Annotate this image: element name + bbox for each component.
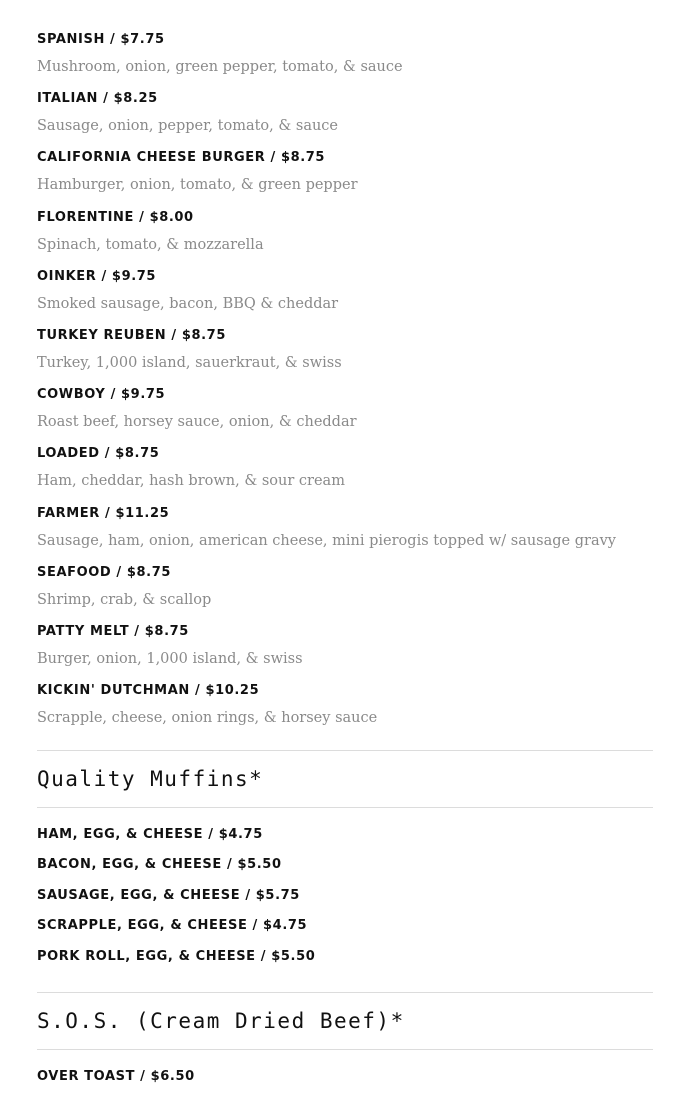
- item-title: SCRAPPLE, EGG, & CHEESE / $4.75: [37, 918, 308, 934]
- item-description: Ham, cheddar, hash brown, & sour cream: [37, 473, 345, 490]
- item-title: PORK ROLL, EGG, & CHEESE / $5.50: [37, 948, 316, 964]
- item-description: Hamburger, onion, tomato, & green pepper: [37, 177, 358, 194]
- list-item: [37, 387, 653, 446]
- item-title: HAM, EGG, & CHEESE / $4.75: [37, 827, 263, 842]
- item-title: OINKER / $9.75: [37, 268, 157, 284]
- item-title: PATTY MELT / $8.75: [37, 623, 189, 639]
- item-title: CALIFORNIA CHEESE BURGER / $8.75: [37, 150, 326, 166]
- list-item: [37, 888, 653, 918]
- item-description: Scrapple, cheese, onion rings, & horsey sauce: [37, 710, 378, 727]
- list-item: [37, 0, 653, 32]
- item-title: LOADED / $8.75: [37, 446, 160, 462]
- item-description: Mushroom, onion, green pepper, tomato, & sauce: [37, 59, 403, 75]
- item-description: Sausage, onion, pepper, tomato, & sauce: [37, 118, 339, 135]
- list-item: [37, 565, 653, 624]
- list-item: [37, 506, 653, 565]
- list-item: [37, 446, 653, 505]
- list-item: [37, 328, 653, 387]
- item-title: OVER TOAST / $6.50: [37, 1069, 195, 1084]
- item-title: TURKEY REUBEN / $8.75: [37, 327, 226, 343]
- burger-list: [37, 0, 653, 742]
- list-item: [37, 624, 653, 683]
- list-item: [37, 918, 653, 948]
- item-description: Turkey, 1,000 island, sauerkraut, & swiss: [37, 354, 342, 371]
- list-item: [37, 857, 653, 887]
- item-title: FLORENTINE / $8.00: [37, 209, 194, 225]
- list-item: [37, 949, 653, 979]
- item-title: SPANISH / $7.75: [37, 32, 165, 47]
- item-title: SAUSAGE, EGG, & CHEESE / $5.75: [37, 887, 300, 903]
- list-item: [37, 683, 653, 742]
- list-item: [37, 150, 653, 209]
- list-item: [37, 32, 653, 91]
- section-heading: Quality Muffins*: [37, 767, 264, 791]
- list-item: [37, 827, 653, 857]
- list-item: [37, 1069, 653, 1099]
- item-title: FARMER / $11.25: [37, 505, 170, 521]
- item-description: Shrimp, crab, & scallop: [37, 591, 212, 608]
- list-item: [37, 91, 653, 150]
- section-heading: S.O.S. (Cream Dried Beef)*: [37, 1009, 405, 1033]
- list-item: [37, 269, 653, 328]
- item-description: Burger, onion, 1,000 island, & swiss: [37, 650, 303, 667]
- item-title: COWBOY / $9.75: [37, 387, 166, 403]
- list-item: [37, 210, 653, 269]
- item-title: SEAFOOD / $8.75: [37, 564, 171, 580]
- item-title: ITALIAN / $8.25: [37, 91, 158, 107]
- muffins-section: [37, 750, 653, 979]
- item-description: Roast beef, horsey sauce, onion, & cheddar: [37, 414, 357, 431]
- item-description: Spinach, tomato, & mozzarella: [37, 236, 264, 253]
- item-title: KICKIN' DUTCHMAN / $10.25: [37, 683, 260, 699]
- item-description: Smoked sausage, bacon, BBQ & cheddar: [37, 295, 339, 312]
- sos-section: [37, 992, 653, 1099]
- item-title: BACON, EGG, & CHEESE / $5.50: [37, 857, 282, 873]
- item-description: Sausage, ham, onion, american cheese, mini pierogis topped w/ sausage gravy: [37, 532, 616, 549]
